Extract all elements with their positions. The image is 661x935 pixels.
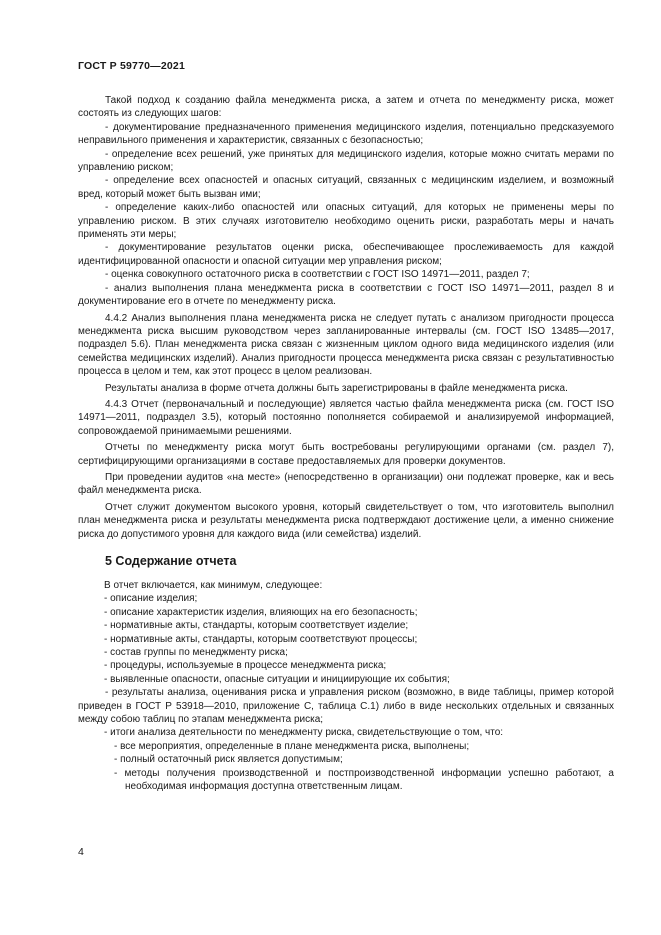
list-item: - определение каких-либо опасностей или опасных ситуаций, для которых не применены меры по управлению риском. В этих случаях изготовителю необходимо оценить риски, разработать меры и начать применять эти меры; <box>78 202 614 241</box>
paragraph: 4.4.2 Анализ выполнения плана менеджмента риска не следует путать с анализом пригодности процесса менеджмента риска высшим руководством через запланированные интервалы (см. ГОСТ ISO 13485—2017, подраздел 5.6). План менеджмента риска связан с жизненным циклом одного вида медицинского изделия (или семейства медицинских изделий). Анализ пригодности процесса менеджмента риска связан с результативностью процесса в целом и тем, как этот процесс в целом реализован. <box>78 312 614 378</box>
list-item: - итоги анализа деятельности по менеджменту риска, свидетельствующие о том, что: <box>104 727 504 739</box>
sub-list-item: - все мероприятия, определенные в плане менеджмента риска, выполнены; <box>114 740 470 752</box>
list-item: - описание характеристик изделия, влияющих на его безопасность; <box>104 606 418 618</box>
paragraph: 4.4.3 Отчет (первоначальный и последующие) является частью файла менеджмента риска (см. ГОСТ ISO 14971—2011, подраздел 3.5), который постоянно пополняется собираемой и анализируемой информацией, сопровождаемой принимаемыми решениями. <box>78 398 614 437</box>
document-body <box>78 94 614 794</box>
section-intro: В отчет включается, как минимум, следующее: <box>104 580 323 591</box>
paragraph: Результаты анализа в форме отчета должны быть зарегистрированы в файле менеджмента риска. <box>105 382 568 394</box>
list-item: - выявленные опасности, опасные ситуации и инициирующие их события; <box>104 673 450 685</box>
paragraph: Отчеты по менеджменту риска могут быть востребованы регулирующими органами (см. раздел 7), сертифицирующими организациями в составе предоставляемых для проверки документов. <box>78 442 614 467</box>
list-item: - определение всех решений, уже принятых для медицинского изделия, которые можно считать мерами по управлению риском; <box>78 148 614 174</box>
list-item: - оценка совокупного остаточного риска в соответствии с ГОСТ ISO 14971—2011, раздел 7; <box>105 269 530 281</box>
list-item: - описание изделия; <box>104 593 198 605</box>
list-item: - документирование результатов оценки риска, обеспечивающее прослеживаемость для каждой идентифицированной опасности и опасной ситуации мер управления риском; <box>78 242 614 267</box>
list-item: - нормативные акты, стандарты, которым соответствует изделие; <box>104 620 409 632</box>
sub-list-item: - полный остаточный риск является допустимым; <box>114 754 343 766</box>
document-header: ГОСТ Р 59770—2021 <box>78 60 186 72</box>
list-item: - процедуры, используемые в процессе менеджмента риска; <box>104 660 387 672</box>
list-item: - документирование предназначенного применения медицинского изделия, потенциально предсказуемого неправильного применения и характеристик, связанных с безопасностью; <box>78 121 614 147</box>
section-heading: 5 Содержание отчета <box>105 554 237 568</box>
paragraph: Такой подход к созданию файла менеджмента риска, а затем и отчета по менеджменту риска, может состоять из следующих шагов: <box>78 95 614 120</box>
paragraph: Отчет служит документом высокого уровня, который свидетельствует о том, что изготовитель выполнил план менеджмента риска и результаты менеджмента риска подтверждают достижение цели, а именно снижение риска до допустимого уровня для каждого вида (или семейства) изделий. <box>78 501 614 540</box>
list-item: - состав группы по менеджменту риска; <box>104 647 288 659</box>
list-item: - анализ выполнения плана менеджмента риска в соответствии с ГОСТ ISO 14971—2011, раздел 8 и документирование его в отчете по менеджменту риска. <box>78 282 614 308</box>
paragraph: При проведении аудитов «на месте» (непосредственно в организации) они подлежат проверке, как и весь файл менеджмента риска. <box>78 471 614 497</box>
list-item: - результаты анализа, оценивания риска и управления риском (возможно, в виде таблицы, пример которой приведен в ГОСТ Р 53918—2010, приложение С, таблица С.1) либо в виде нескольких отдельных и связанных между собою таблиц по этапам менеджмента риска; <box>78 687 614 726</box>
list-item: - определение всех опасностей и опасных ситуаций, связанных с медицинским изделием, и возможный вред, который может быть вызван ими; <box>78 175 614 200</box>
sub-list-item: - методы получения производственной и постпроизводственной информации успешно работают, а необходимая информация доступна ответственным лицам. <box>114 767 614 793</box>
list-item: - нормативные акты, стандарты, которым соответствуют процессы; <box>104 633 418 645</box>
page-number: 4 <box>78 846 84 858</box>
